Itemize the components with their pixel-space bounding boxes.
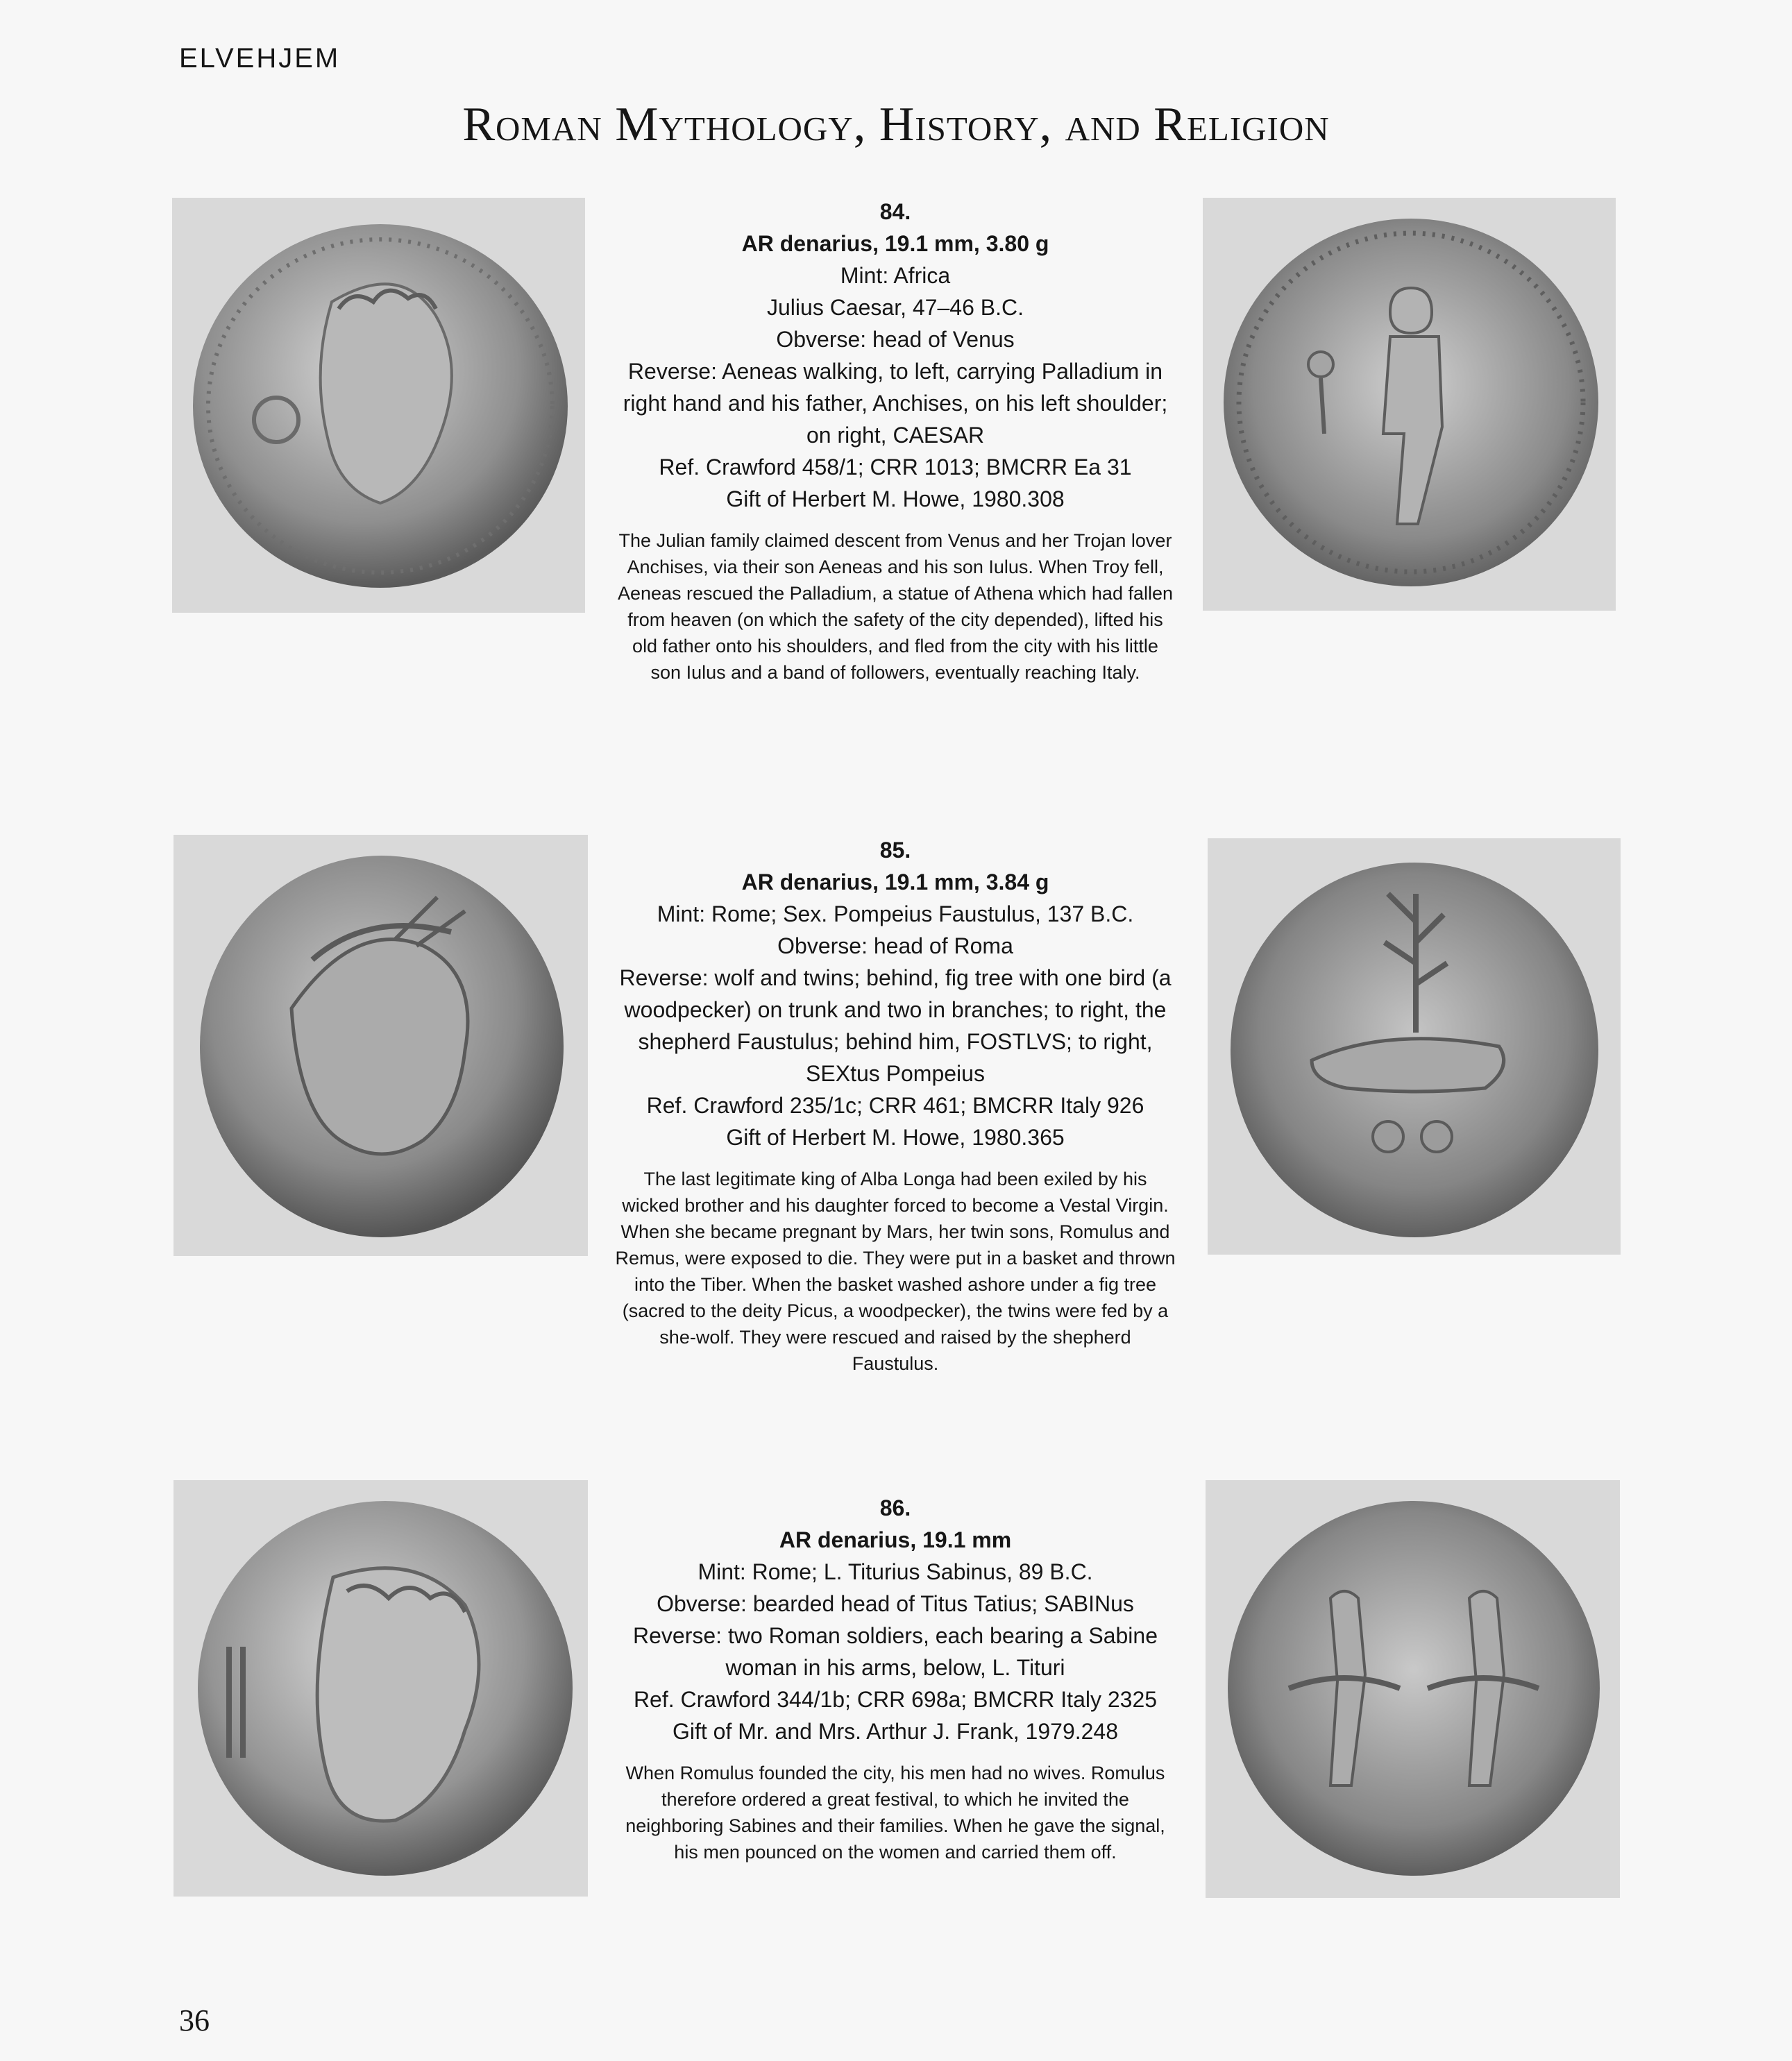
page-title: Roman Mythology, History, and Religion bbox=[462, 98, 1330, 151]
entry-obverse: Obverse: head of Venus bbox=[776, 327, 1015, 352]
coin-obverse-image bbox=[174, 835, 588, 1256]
coin-reverse-image bbox=[1208, 838, 1621, 1255]
entry-number: 85. bbox=[879, 838, 911, 863]
entry-issuer: Julius Caesar, 47–46 B.C. bbox=[767, 295, 1024, 320]
entry-denomination: AR denarius, 19.1 mm, 3.84 g bbox=[741, 870, 1049, 894]
coin-obverse-image bbox=[174, 1480, 588, 1897]
entry-mint: Mint: Africa bbox=[840, 263, 951, 288]
coin-86-reverse-photo bbox=[1206, 1480, 1620, 1898]
coin-obverse-image bbox=[172, 198, 585, 613]
entry-obverse: Obverse: bearded head of Titus Tatius; SABINus bbox=[657, 1591, 1134, 1616]
coin-85-obverse-photo bbox=[174, 835, 588, 1256]
catalog-entry-86 bbox=[611, 1492, 1180, 1865]
entry-number: 84. bbox=[879, 199, 911, 224]
entry-description: The Julian family claimed descent from Venus and her Trojan lover Anchises, via their son Aeneas and his son Iulus. When Troy fell, Aeneas rescued the Palladium, a statue of Athena which had fallen from heaven (on which the safety of the city depended), lifted his old father onto his shoulders, and fled from the city with his little son Iulus and a band of followers, eventually reaching Italy. bbox=[617, 530, 1174, 683]
coin-85-reverse-photo bbox=[1208, 838, 1621, 1255]
entry-gift: Gift of Herbert M. Howe, 1980.365 bbox=[726, 1125, 1065, 1150]
catalog-entry-85 bbox=[611, 834, 1180, 1377]
entry-mint: Mint: Rome; L. Titurius Sabinus, 89 B.C. bbox=[698, 1559, 1093, 1584]
entry-denomination: AR denarius, 19.1 mm bbox=[779, 1527, 1012, 1552]
coin-84-obverse-photo bbox=[172, 198, 585, 613]
entry-references: Ref. Crawford 235/1c; CRR 461; BMCRR Italy 926 bbox=[646, 1093, 1144, 1118]
entry-reverse: Reverse: Aeneas walking, to left, carrying Palladium in right hand and his father, Anchises, on his left shoulder; on right, CAESAR bbox=[623, 359, 1168, 448]
entry-number: 86. bbox=[879, 1495, 911, 1520]
coin-86-obverse-photo bbox=[174, 1480, 588, 1897]
entry-mint: Mint: Rome; Sex. Pompeius Faustulus, 137 B.C. bbox=[657, 901, 1134, 926]
running-head: ELVEHJEM bbox=[179, 43, 341, 74]
entry-description: When Romulus founded the city, his men had no wives. Romulus therefore ordered a great festival, to which he invited the neighboring Sabines and their families. When he gave the signal, his men pounced on the women and carried them off. bbox=[625, 1763, 1165, 1863]
entry-reverse: Reverse: two Roman soldiers, each bearing a Sabine woman in his arms, below, L. Tituri bbox=[633, 1623, 1158, 1680]
entry-obverse: Obverse: head of Roma bbox=[777, 933, 1013, 958]
entry-references: Ref. Crawford 458/1; CRR 1013; BMCRR Ea 31 bbox=[659, 455, 1132, 480]
coin-reverse-image bbox=[1203, 198, 1616, 611]
entry-description: The last legitimate king of Alba Longa had been exiled by his wicked brother and his daughter forced to become a Vestal Virgin. When she became pregnant by Mars, her twin sons, Romulus and Remus, were exposed to die. They were put in a basket and thrown into the Tiber. When the basket washed ashore under a fig tree (sacred to the deity Picus, a woodpecker), the twins were fed by a she-wolf. They were rescued and raised by the shepherd Faustulus. bbox=[615, 1169, 1176, 1374]
catalog-entry-84 bbox=[611, 196, 1180, 686]
entry-gift: Gift of Mr. and Mrs. Arthur J. Frank, 1979.248 bbox=[672, 1719, 1119, 1744]
entry-references: Ref. Crawford 344/1b; CRR 698a; BMCRR Italy 2325 bbox=[633, 1687, 1158, 1712]
entry-denomination: AR denarius, 19.1 mm, 3.80 g bbox=[741, 231, 1049, 256]
entry-reverse: Reverse: wolf and twins; behind, fig tree with one bird (a woodpecker) on trunk and two in branches; to right, the shepherd Faustulus; behind him, FOSTLVS; to right, SEXtus Pompeius bbox=[619, 965, 1172, 1086]
coin-reverse-image bbox=[1206, 1480, 1620, 1898]
page-number: 36 bbox=[179, 2003, 210, 2037]
entry-gift: Gift of Herbert M. Howe, 1980.308 bbox=[726, 486, 1065, 511]
coin-84-reverse-photo bbox=[1203, 198, 1616, 611]
